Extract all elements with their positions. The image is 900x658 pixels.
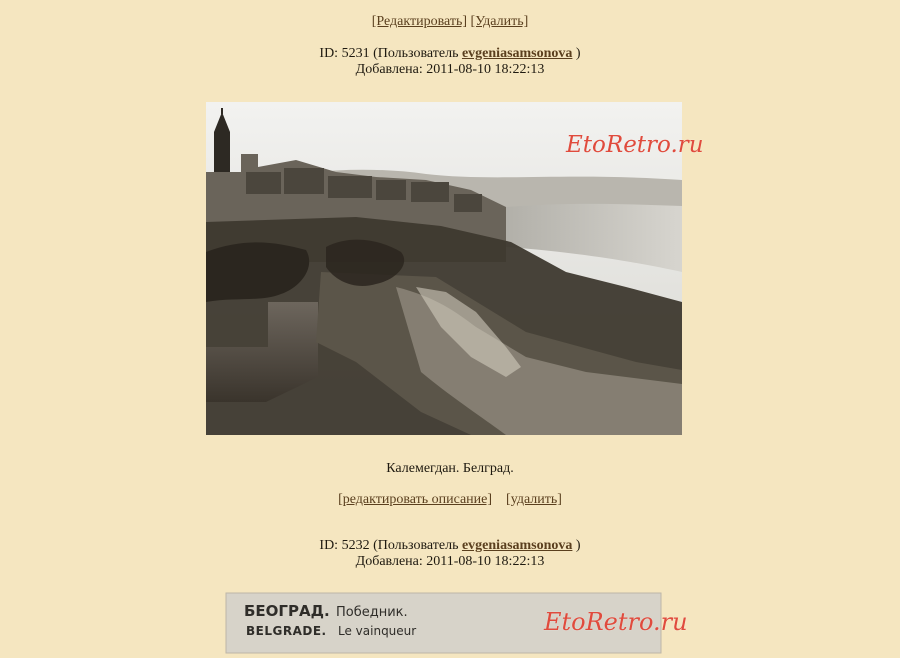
user-link-2[interactable]: evgeniasamsonova (461, 538, 573, 553)
delete-photo-link[interactable]: [удалить] (506, 492, 562, 507)
postcard-title-fr: Le vainqueur (338, 624, 417, 638)
entry-header-2 (0, 538, 900, 570)
entry-id-line (0, 46, 900, 62)
entry-id-suffix-2: ) (572, 538, 581, 553)
entry-id-suffix: ) (572, 46, 581, 61)
postcard-title-ru: Победник. (336, 605, 408, 620)
photo-caption (0, 461, 900, 477)
entry-added-date: Добавлена: 2011-08-10 18:22:13 (355, 62, 545, 77)
top-actions (0, 14, 900, 30)
edit-description-link[interactable]: [редактировать описание] (338, 492, 493, 507)
photo-actions (0, 492, 900, 508)
photo-postcard[interactable] (226, 593, 688, 653)
user-link[interactable]: evgeniasamsonova (461, 46, 573, 61)
watermark-2: EtoRetro.ru (544, 608, 688, 636)
edit-link[interactable]: [Редактировать] (371, 14, 468, 29)
entry-id-text: ID: 5231 (Пользователь (319, 46, 462, 61)
watermark: EtoRetro.ru (566, 132, 704, 158)
delete-link[interactable]: [Удалить] (470, 14, 529, 29)
entry-id-text-2: ID: 5232 (Пользователь (319, 538, 462, 553)
postcard-city-ru: БЕОГРАД. (244, 602, 330, 620)
entry-header (0, 46, 900, 78)
entry-added-date-2: Добавлена: 2011-08-10 18:22:13 (355, 554, 545, 569)
entry-id-line-2 (0, 538, 900, 554)
postcard-city-fr: BELGRADE. (246, 624, 327, 638)
actions-spacer (496, 492, 503, 507)
photo-kalemegdan[interactable] (206, 102, 704, 435)
caption-text: Калемегдан. Белград. (386, 461, 514, 476)
